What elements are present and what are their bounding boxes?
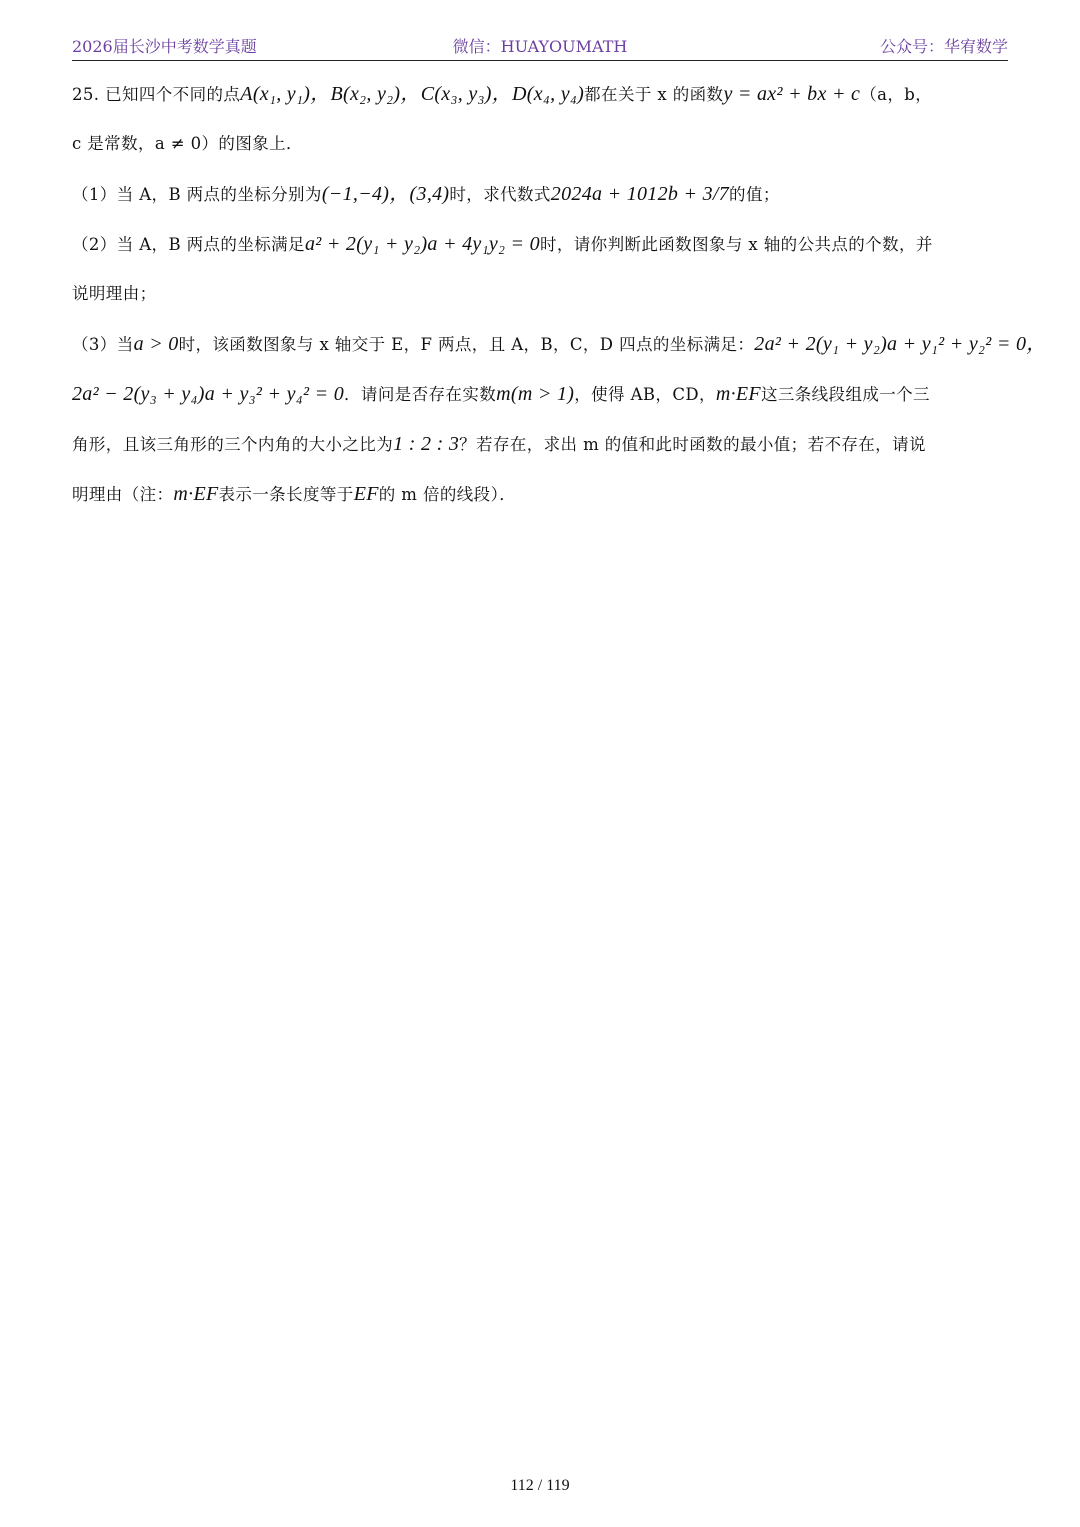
header-account: 公众号：华宥数学: [879, 37, 1008, 56]
part-3-line-1: （3）当a > 0时，该函数图象与 x 轴交于 E，F 两点，且 A，B，C，D 四点的坐标满足：2a² + 2(y₁ + y₂)a + y₁² + y₂² = 0，: [72, 333, 1047, 355]
header-wechat: 微信：HUAYOUMATH: [452, 37, 628, 56]
page-header: [72, 30, 1008, 61]
problem-25: [72, 78, 1047, 528]
condition-formula-2: 2a² − 2(y₃ + y₄)a + y₃² + y₄² = 0: [72, 383, 345, 405]
page-number: 112 / 119: [510, 1477, 570, 1494]
problem-stem-line-2: c 是常数，a ≠ 0）的图象上．: [72, 134, 303, 153]
part-3-line-3: 角形，且该三角形的三个内角的大小之比为1 : 2 : 3？若存在，求出 m 的值和此时函数的最小值；若不存在，请说: [72, 433, 926, 455]
expression-formula: 2024a + 1012b + 3/7: [550, 183, 730, 205]
condition-formula: a² + 2(y₁ + y₂)a + 4y₁y₂ = 0: [304, 233, 540, 255]
part-2-line-2: 说明理由；: [72, 284, 157, 303]
problem-stem-line-1: 25. 已知四个不同的点A(x₁, y₁)，B(x₂, y₂)，C(x₃, y₃)，D(x₄, y₄)都在关于 x 的函数y = ax² + bx + c（a，b，: [72, 83, 933, 105]
coordinates-formula: (−1,−4)，(3,4): [321, 183, 450, 205]
part-3-line-2: 2a² − 2(y₃ + y₄)a + y₃² + y₄² = 0．请问是否存在实数m(m > 1)，使得 AB，CD，m·EF这三条线段组成一个三: [72, 383, 930, 405]
points-formula: A(x₁, y₁)，B(x₂, y₂)，C(x₃, y₃)，D(x₄, y₄): [240, 83, 585, 105]
condition-formula-1: 2a² + 2(y₁ + y₂)a + y₁² + y₂² = 0，: [754, 333, 1047, 355]
ratio-formula: 1 : 2 : 3: [393, 433, 460, 455]
header-title: 2026届长沙中考数学真题: [72, 37, 257, 56]
part-1: （1）当 A，B 两点的坐标分别为(−1,−4)，(3,4)时，求代数式2024a + 1012b + 3/7的值；: [72, 183, 780, 205]
part-2-line-1: （2）当 A，B 两点的坐标满足a² + 2(y₁ + y₂)a + 4y₁y₂ = 0时，请你判断此函数图象与 x 轴的公共点的个数，并: [72, 233, 933, 255]
part-3-line-4: 明理由（注：m·EF表示一条长度等于EF的 m 倍的线段）．: [72, 483, 517, 505]
quadratic-formula: y = ax² + bx + c: [723, 83, 861, 105]
